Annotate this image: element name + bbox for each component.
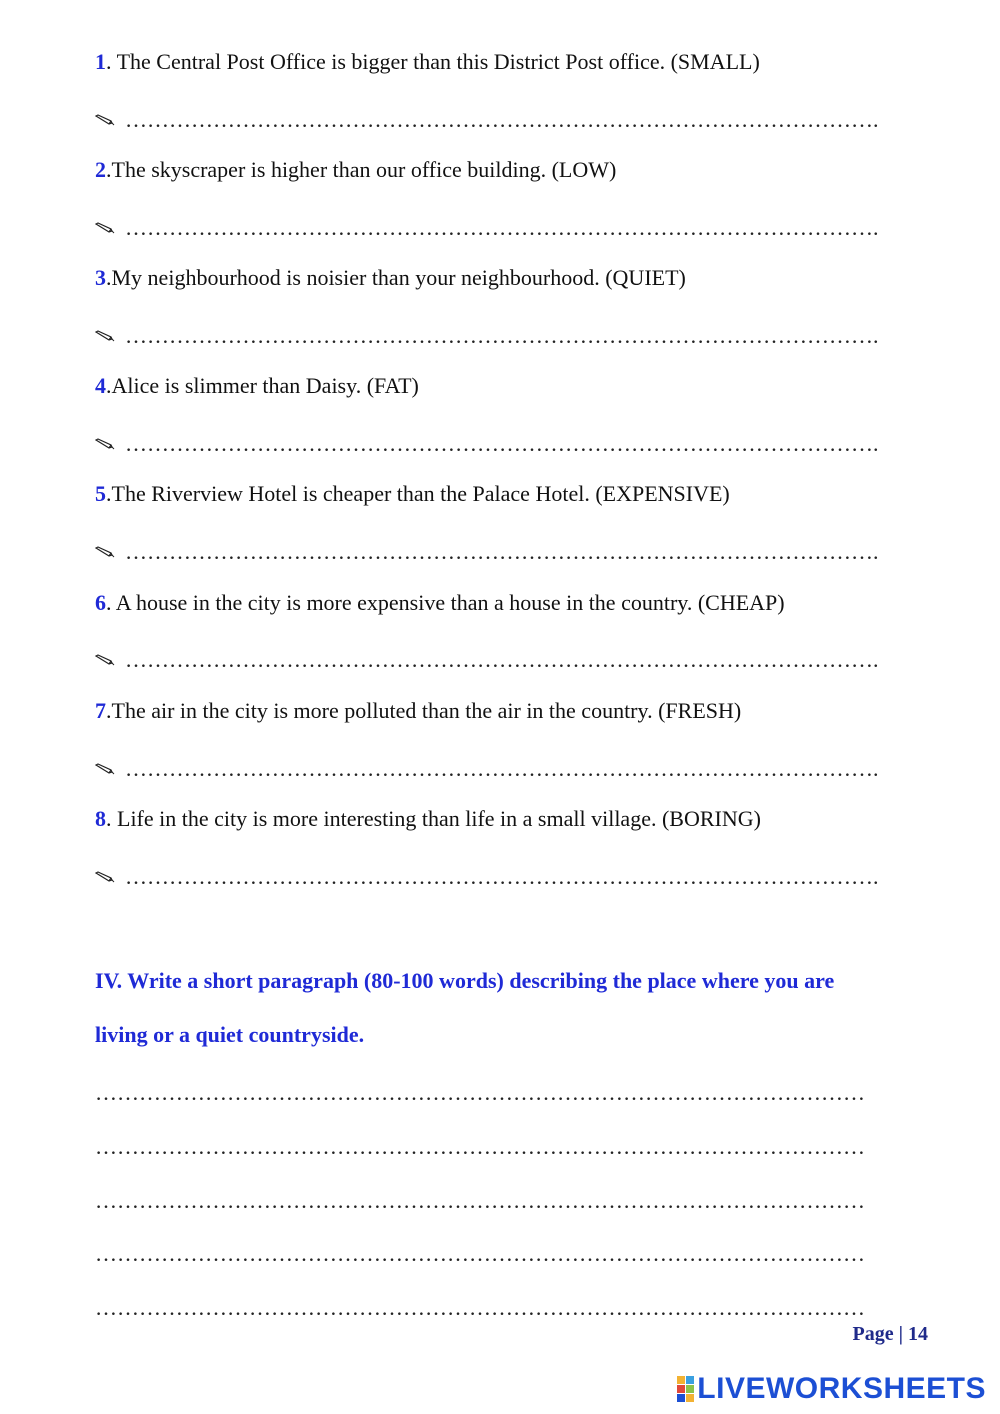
question-number: 6 <box>95 590 106 615</box>
question-1 <box>95 48 760 76</box>
question-3 <box>95 264 686 292</box>
pencil-icon <box>95 546 115 558</box>
logo-text: LIVEWORKSHEETS <box>697 1372 986 1405</box>
answer-dots: …………………………………………………………………………………………. <box>125 539 879 564</box>
pencil-icon <box>95 330 115 342</box>
writing-line-3[interactable]: …………………………………………………………………………………………… <box>95 1188 865 1213</box>
question-number: 4 <box>95 373 106 398</box>
answer-line-1[interactable] <box>95 106 910 134</box>
question-4 <box>95 372 419 400</box>
answer-line-5[interactable] <box>95 538 910 566</box>
answer-line-6[interactable] <box>95 646 910 674</box>
writing-line-4[interactable]: …………………………………………………………………………………………… <box>95 1241 865 1266</box>
liveworksheets-logo[interactable] <box>677 1372 986 1406</box>
question-8 <box>95 805 761 833</box>
question-2 <box>95 156 616 184</box>
question-text: .My neighbourhood is noisier than your neighbourhood. (QUIET) <box>106 265 686 290</box>
question-number: 1 <box>95 49 106 74</box>
answer-line-8[interactable] <box>95 863 910 891</box>
answer-line-7[interactable] <box>95 755 910 783</box>
writing-line-1[interactable]: …………………………………………………………………………………………… <box>95 1080 865 1105</box>
answer-dots: …………………………………………………………………………………………. <box>125 431 879 456</box>
pencil-icon <box>95 654 115 666</box>
pencil-icon <box>95 871 115 883</box>
answer-dots: …………………………………………………………………………………………. <box>125 756 879 781</box>
question-text: . A house in the city is more expensive than a house in the country. (CHEAP) <box>106 590 785 615</box>
pencil-icon <box>95 222 115 234</box>
answer-line-2[interactable] <box>95 214 910 242</box>
logo-icon <box>677 1376 694 1402</box>
question-7 <box>95 697 741 725</box>
writing-line-5[interactable]: …………………………………………………………………………………………… <box>95 1295 865 1320</box>
pencil-icon <box>95 438 115 450</box>
question-text: .The Riverview Hotel is cheaper than the Palace Hotel. (EXPENSIVE) <box>106 481 730 506</box>
question-text: . Life in the city is more interesting than life in a small village. (BORING) <box>106 806 761 831</box>
answer-dots: …………………………………………………………………………………………. <box>125 107 879 132</box>
writing-line-2[interactable]: …………………………………………………………………………………………… <box>95 1134 865 1159</box>
question-5 <box>95 480 730 508</box>
answer-dots: …………………………………………………………………………………………. <box>125 647 879 672</box>
pencil-icon <box>95 763 115 775</box>
question-text: .Alice is slimmer than Daisy. (FAT) <box>106 373 419 398</box>
question-text: .The air in the city is more polluted than the air in the country. (FRESH) <box>106 698 742 723</box>
question-6 <box>95 589 785 617</box>
question-number: 7 <box>95 698 106 723</box>
answer-dots: …………………………………………………………………………………………. <box>125 864 879 889</box>
question-text: .The skyscraper is higher than our office building. (LOW) <box>106 157 617 182</box>
question-number: 2 <box>95 157 106 182</box>
page-number: Page | 14 <box>852 1323 928 1345</box>
pencil-icon <box>95 114 115 126</box>
question-text: . The Central Post Office is bigger than this District Post office. (SMALL) <box>106 49 760 74</box>
answer-line-3[interactable] <box>95 322 910 350</box>
answer-dots: …………………………………………………………………………………………. <box>125 215 879 240</box>
section-4-heading-line-2: living or a quiet countryside. <box>95 1022 365 1047</box>
answer-dots: …………………………………………………………………………………………. <box>125 323 879 348</box>
question-number: 8 <box>95 806 106 831</box>
answer-line-4[interactable] <box>95 430 910 458</box>
question-number: 3 <box>95 265 106 290</box>
question-number: 5 <box>95 481 106 506</box>
section-4-heading-line-1: IV. Write a short paragraph (80-100 words) describing the place where you are <box>95 968 835 993</box>
